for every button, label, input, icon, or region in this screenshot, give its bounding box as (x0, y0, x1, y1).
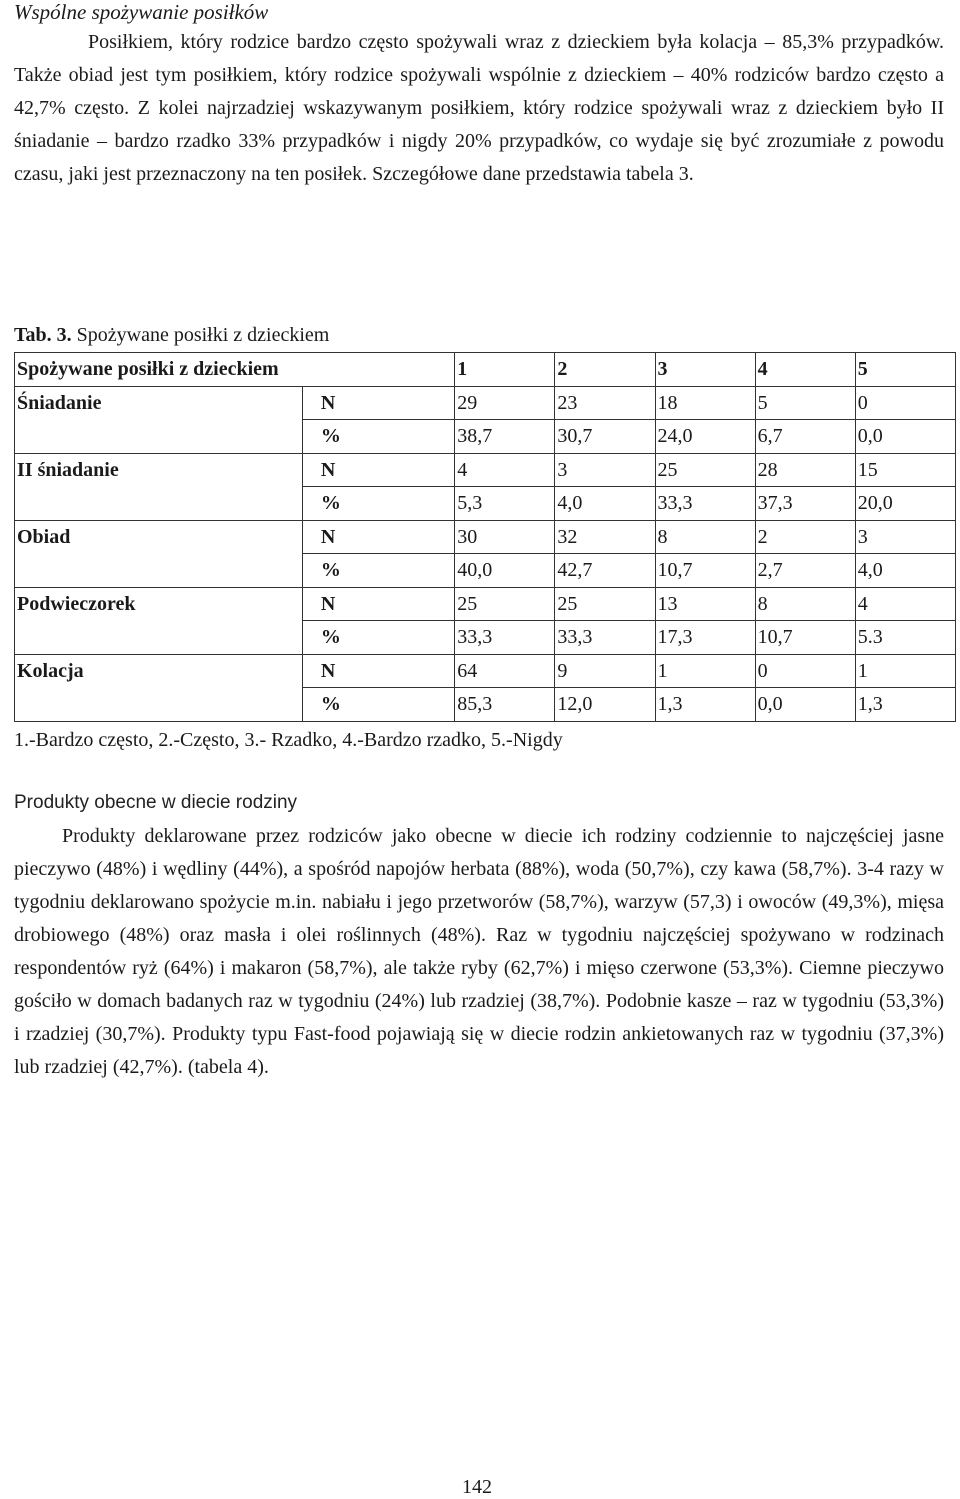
table-cell-n: 9 (555, 654, 655, 688)
unit-n-label: N (302, 386, 454, 420)
meal-name-spacer (15, 554, 303, 588)
table-caption-text: Spożywane posiłki z dzieckiem (71, 324, 330, 346)
meal-name: Śniadanie (15, 386, 303, 420)
meal-name-spacer (15, 420, 303, 454)
table-cell-percent: 33,3 (655, 487, 755, 521)
table-cell-n: 25 (555, 587, 655, 621)
meal-name-spacer (15, 621, 303, 655)
table-cell-percent: 4,0 (555, 487, 655, 521)
table-header-col-3: 3 (655, 353, 755, 387)
table-cell-percent: 10,7 (655, 554, 755, 588)
table-cell-n: 8 (755, 587, 855, 621)
table-cell-n: 15 (855, 453, 955, 487)
table-row (15, 453, 956, 487)
table-cell-percent: 30,7 (555, 420, 655, 454)
table-row (15, 621, 956, 655)
table-cell-percent: 85,3 (455, 688, 555, 722)
table-row (15, 654, 956, 688)
unit-percent-label: % (302, 554, 454, 588)
table-cell-percent: 1,3 (855, 688, 955, 722)
unit-percent-label: % (302, 621, 454, 655)
table-cell-percent: 5,3 (455, 487, 555, 521)
table-header-col-4: 4 (755, 353, 855, 387)
table-cell-n: 25 (655, 453, 755, 487)
unit-n-label: N (302, 587, 454, 621)
table-cell-percent: 6,7 (755, 420, 855, 454)
table-legend: 1.-Bardzo często, 2.-Często, 3.- Rzadko, 4.-Bardzo rzadko, 5.-Nigdy (14, 729, 563, 751)
table-cell-percent: 4,0 (855, 554, 955, 588)
table-cell-n: 25 (455, 587, 555, 621)
table-cell-percent: 10,7 (755, 621, 855, 655)
table-cell-n: 29 (455, 386, 555, 420)
meal-name: II śniadanie (15, 453, 303, 487)
table-cell-n: 18 (655, 386, 755, 420)
table-cell-percent: 17,3 (655, 621, 755, 655)
table-row (15, 688, 956, 722)
meals-table (14, 352, 956, 722)
table-cell-percent: 1,3 (655, 688, 755, 722)
table-cell-n: 1 (655, 654, 755, 688)
paragraph-family-diet-text: Produkty deklarowane przez rodziców jako obecne w diecie ich rodziny codziennie to najczęściej jasne pieczywo (48%) i wędliny (44%), a spośród napojów herbata (88%), woda (50,7%), czy kawa (58,7%). 3-4 razy w tygodniu deklarowano spożycie m.in. nabiału i jego przetworów (58,7%), warzyw (57,3) i owoców (49,3%), mięsa drobiowego (48%) oraz masła i olei roślinnych (48%). Raz w tygodniu najczęściej spożywano w rodzinach respondentów ryż (64%) i makaron (58,7%), ale także ryby (62,7%) i mięso czerwone (53,3%). Ciemne pieczywo gościło w domach badanych raz w tygodniu (24%) lub rzadziej (38,7%). Podobnie kasze – raz w tygodniu (53,3%) i rzadziej (30,7%). Produkty typu Fast-food pojawiają się w diecie rodzin ankietowanych raz w tygodniu (37,3%) lub rzadziej (42,7%). (tabela 4). (14, 825, 944, 1078)
meal-name: Obiad (15, 520, 303, 554)
table-cell-percent: 33,3 (455, 621, 555, 655)
unit-percent-label: % (302, 487, 454, 521)
meal-name-spacer (15, 487, 303, 521)
table-cell-n: 0 (755, 654, 855, 688)
unit-percent-label: % (302, 420, 454, 454)
paragraph-family-diet (14, 820, 944, 1084)
table-cell-n: 8 (655, 520, 755, 554)
table-cell-n: 30 (455, 520, 555, 554)
table-cell-n: 64 (455, 654, 555, 688)
table-cell-n: 5 (755, 386, 855, 420)
meals-table-body (15, 353, 956, 722)
table-cell-percent: 33,3 (555, 621, 655, 655)
table-caption (14, 320, 329, 350)
table-cell-percent: 42,7 (555, 554, 655, 588)
table-row (15, 487, 956, 521)
table-header-col-5: 5 (855, 353, 955, 387)
table-cell-n: 1 (855, 654, 955, 688)
meal-name: Podwieczorek (15, 587, 303, 621)
section-title-shared-meals: Wspólne spożywanie posiłków (14, 0, 269, 24)
meal-name-spacer (15, 688, 303, 722)
table-row (15, 520, 956, 554)
table-cell-n: 3 (855, 520, 955, 554)
table-cell-n: 0 (855, 386, 955, 420)
table-header-col-1: 1 (455, 353, 555, 387)
table-cell-n: 32 (555, 520, 655, 554)
table-header-name: Spożywane posiłki z dzieckiem (15, 353, 455, 387)
table-cell-percent: 0,0 (755, 688, 855, 722)
table-cell-n: 28 (755, 453, 855, 487)
table-cell-percent: 2,7 (755, 554, 855, 588)
section-title-family-diet: Produkty obecne w diecie rodziny (14, 792, 298, 813)
table-cell-percent: 12,0 (555, 688, 655, 722)
table-row (15, 554, 956, 588)
table-cell-percent: 20,0 (855, 487, 955, 521)
table-cell-percent: 37,3 (755, 487, 855, 521)
paragraph-shared-meals (14, 26, 944, 191)
meal-name: Kolacja (15, 654, 303, 688)
table-cell-n: 4 (455, 453, 555, 487)
table-cell-n: 13 (655, 587, 755, 621)
unit-n-label: N (302, 520, 454, 554)
table-header-col-2: 2 (555, 353, 655, 387)
table-cell-n: 3 (555, 453, 655, 487)
page-number: 142 (462, 1476, 492, 1498)
table-cell-n: 23 (555, 386, 655, 420)
table-row (15, 420, 956, 454)
table-cell-n: 4 (855, 587, 955, 621)
unit-percent-label: % (302, 688, 454, 722)
table-cell-percent: 40,0 (455, 554, 555, 588)
table-cell-percent: 5.3 (855, 621, 955, 655)
table-row (15, 386, 956, 420)
table-cell-percent: 38,7 (455, 420, 555, 454)
unit-n-label: N (302, 654, 454, 688)
table-caption-label: Tab. 3. (14, 324, 72, 346)
table-cell-n: 2 (755, 520, 855, 554)
table-cell-percent: 0,0 (855, 420, 955, 454)
table-cell-percent: 24,0 (655, 420, 755, 454)
unit-n-label: N (302, 453, 454, 487)
table-header-row (15, 353, 956, 387)
table-row (15, 587, 956, 621)
paragraph-shared-meals-text: Posiłkiem, który rodzice bardzo często spożywali wraz z dzieckiem była kolacja – 85,3% przypadków. Także obiad jest tym posiłkiem, który rodzice spożywali wspólnie z dzieckiem – 40% rodziców bardzo często a 42,7% często. Z kolei najrzadziej wskazywanym posiłkiem, który rodzice spożywali wraz z dzieckiem było II śniadanie – bardzo rzadko 33% przypadków i nigdy 20% przypadków, co wydaje się być zrozumiałe z powodu czasu, jaki jest przeznaczony na ten posiłek. Szczegółowe dane przedstawia tabela 3. (14, 31, 944, 185)
